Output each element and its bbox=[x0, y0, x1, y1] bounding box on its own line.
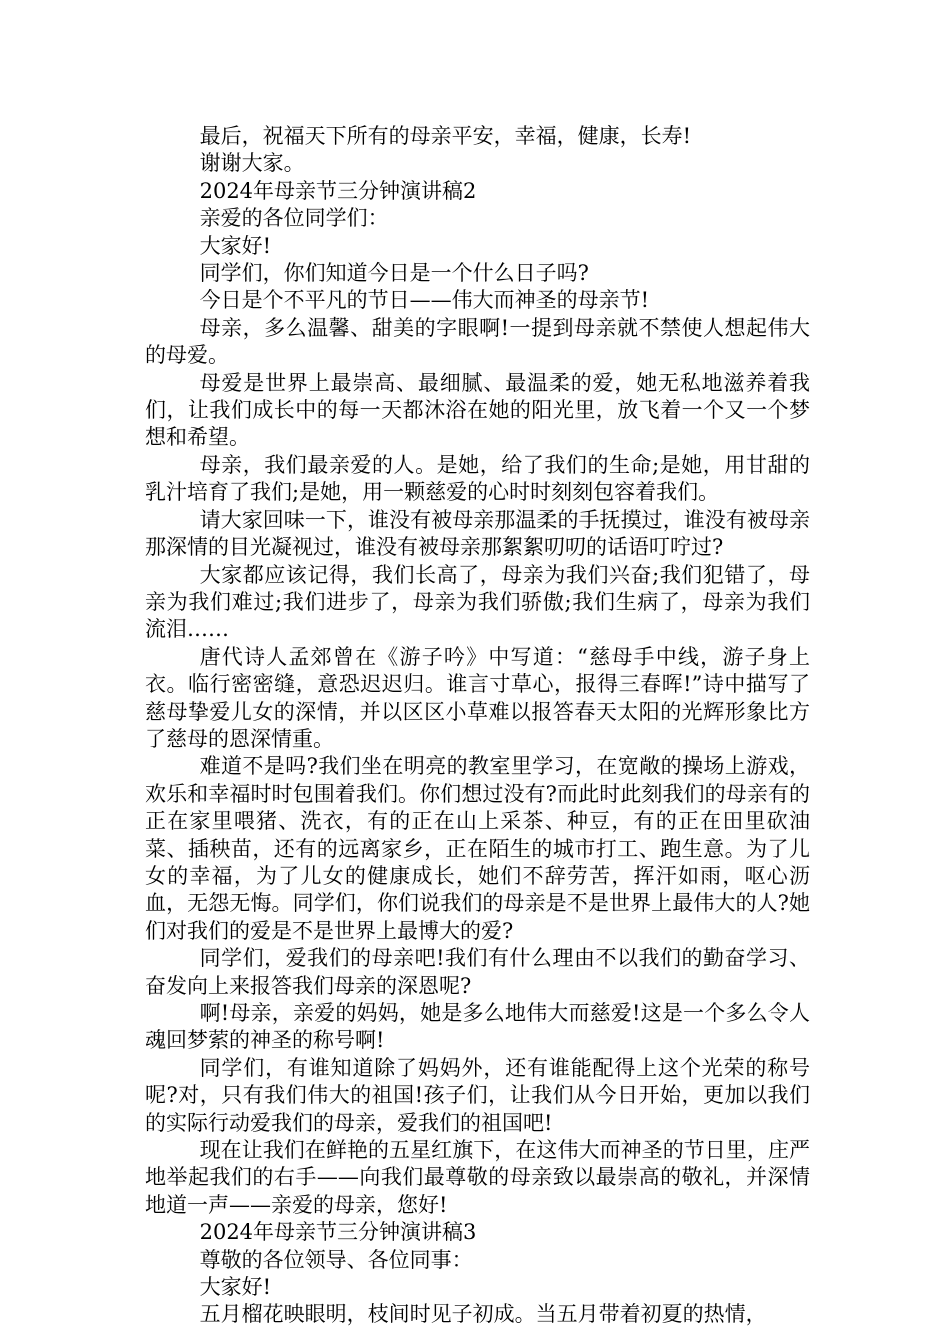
mothers-day-paragraph: 今日是个不平凡的节日——伟大而神圣的母亲节! bbox=[199, 288, 650, 313]
body-paragraph: 难道不是吗?我们坐在明亮的教室里学习，在宽敞的操场上游戏，欢乐和幸福时时包围着我们。你们想过没有?而此时此刻我们的母亲有的正在家里喂猪、洗衣，有的正在山上采茶、种豆，有的正在田里砍油菜、插秧苗，还有的远离家乡，正在陌生的城市打工、跑生意。为了儿女的幸福，为了儿女的健康成长，她们不辞劳苦，挥汗如雨，呕心沥血，无怨无悔。同学们，你们说我们的母亲是不是世界上最伟大的人?她们对我们的爱是不是世界上最博大的爱? bbox=[145, 754, 810, 943]
body-paragraph: 啊!母亲，亲爱的妈妈，她是多么地伟大而慈爱!这是一个多么令人魂回梦萦的神圣的称号啊! bbox=[145, 1001, 810, 1053]
document-body bbox=[145, 123, 810, 1329]
question-paragraph: 同学们，你们知道今日是一个什么日子吗? bbox=[199, 261, 589, 286]
body-paragraph: 母亲，我们最亲爱的人。是她，给了我们的生命;是她，用甘甜的乳汁培育了我们;是她，用一颗慈爱的心时时刻刻包容着我们。 bbox=[145, 452, 810, 505]
body-paragraph: 同学们，爱我们的母亲吧!我们有什么理由不以我们的勤奋学习、奋发向上来报答我们母亲的深恩呢? bbox=[145, 946, 810, 998]
body-paragraph: 同学们，有谁知道除了妈妈外，还有谁能配得上这个光荣的称号呢?对，只有我们伟大的祖国!孩子们，让我们从今日开始，更加以我们的实际行动爱我们的母亲，爱我们的祖国吧! bbox=[145, 1055, 810, 1135]
body-paragraph: 母爱是世界上最崇高、最细腻、最温柔的爱，她无私地滋养着我们，让我们成长中的每一天都沐浴在她的阳光里，放飞着一个又一个梦想和希望。 bbox=[145, 370, 810, 450]
body-paragraph: 大家都应该记得，我们长高了，母亲为我们兴奋;我们犯错了，母亲为我们难过;我们进步了，母亲为我们骄傲;我们生病了，母亲为我们流泪…… bbox=[145, 562, 810, 642]
greeting-paragraph: 大家好! bbox=[199, 1275, 272, 1300]
salutation-leaders: 尊敬的各位领导、各位同事： bbox=[199, 1247, 473, 1272]
thanks-paragraph: 谢谢大家。 bbox=[199, 151, 305, 176]
body-paragraph: 母亲，多么温馨、甜美的字眼啊!一提到母亲就不禁使人想起伟大的母爱。 bbox=[145, 315, 810, 368]
closing-wish-paragraph: 最后，祝福天下所有的母亲平安，幸福，健康，长寿! bbox=[199, 124, 692, 148]
section-heading-3: 2024年母亲节三分钟演讲稿3 bbox=[199, 1220, 477, 1245]
body-paragraph: 请大家回味一下，谁没有被母亲那温柔的手抚摸过，谁没有被母亲那深情的目光凝视过，谁没有被母亲那絮絮叨叨的话语叮咛过? bbox=[145, 507, 810, 560]
poem-paragraph: 唐代诗人孟郊曾在《游子吟》中写道：“慈母手中线，游子身上衣。临行密密缝，意恐迟迟归。谁言寸草心，报得三春晖!”诗中描写了慈母挚爱儿女的深情，并以区区小草难以报答春天太阳的光辉形象比方了慈母的恩深情重。 bbox=[145, 644, 810, 751]
body-paragraph: 现在让我们在鲜艳的五星红旗下，在这伟大而神圣的节日里，庄严地举起我们的右手——向我们最尊敬的母亲致以最崇高的敬礼，并深情地道一声——亲爱的母亲，您好! bbox=[145, 1138, 810, 1217]
section-heading-2: 2024年母亲节三分钟演讲稿2 bbox=[199, 178, 477, 203]
opening-paragraph: 五月榴花映眼明，枝间时见子初成。当五月带着初夏的热情， bbox=[199, 1302, 767, 1327]
salutation-students: 亲爱的各位同学们： bbox=[199, 206, 389, 231]
greeting-paragraph: 大家好! bbox=[199, 233, 272, 258]
